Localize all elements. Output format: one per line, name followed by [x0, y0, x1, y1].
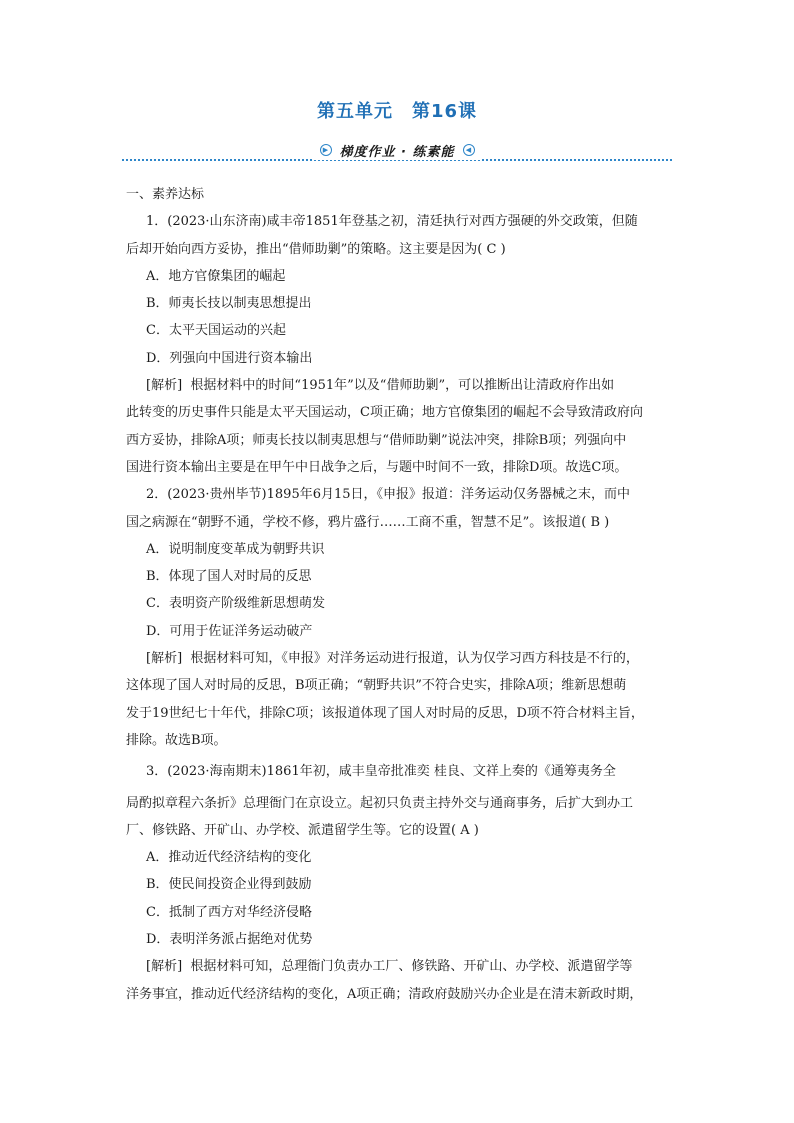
question-stem: 1．(2023·山东济南)咸丰帝1851年登基之初，清廷执行对西方强硬的外交政策，但随 [146, 214, 638, 230]
analysis-label: [解析] [146, 959, 183, 975]
analysis-line: 西方妥协，排除A项；师夷长技以制夷思想与“借师助剿”说法冲突，排除B项；列强向中 [126, 432, 627, 448]
analysis-line [126, 372, 666, 399]
option-c: C．抵制了西方对华经济侵略 [146, 904, 312, 920]
option-a: A．推动近代经济结构的变化 [146, 850, 312, 866]
banner-label: 梯度作业 · 练素能 [339, 144, 455, 160]
analysis-line [126, 645, 666, 672]
analysis-line: 排除。故选B项。 [126, 732, 227, 748]
question-stem: 2．(2023·贵州毕节)1895年6月15日，《申报》报道：洋务运动仅务器械之末，而中 [146, 487, 631, 503]
question-stem: 厂、修铁路、开矿山、办学校、派遣留学生等。它的设置( A ) [126, 822, 479, 838]
section-banner [122, 138, 672, 164]
analysis-line: 洋务事宜，推动近代经济结构的变化，A项正确；清政府鼓励兴办企业是在清末新政时期， [126, 986, 643, 1002]
option-b: B．师夷长技以制夷思想提出 [146, 296, 312, 312]
analysis-line: 此转变的历史事件只能是太平天国运动，C项正确；地方官僚集团的崛起不会导致清政府向 [126, 405, 643, 421]
option-a: A．说明制度变革成为朝野共识 [146, 541, 325, 557]
question-2 [126, 481, 666, 754]
option-d: D．可用于佐证洋务运动破产 [146, 623, 313, 639]
analysis-text: 根据材料可知，《申报》对洋务运动进行报道，认为仅学习西方科技是不行的， [190, 651, 639, 667]
analysis-line: 发于19世纪七十年代，排除C项；该报道体现了国人对时局的反思，D项不符合材料主旨， [126, 705, 644, 721]
analysis-text: 根据材料中的时间“1951年”以及“借师助剿”，可以推断出让清政府作出如 [190, 378, 615, 394]
analysis-text: 根据材料可知，总理衙门负责办工厂、修铁路、开矿山、办学校、派遣留学等 [190, 959, 633, 975]
analysis-label: [解析] [146, 651, 183, 667]
analysis-label: [解析] [146, 378, 183, 394]
option-b: B．体现了国人对时局的反思 [146, 569, 312, 585]
play-left-icon: ◀ [463, 144, 475, 156]
banner-label-box [314, 140, 480, 160]
section-heading: 一、素养达标 [126, 187, 205, 202]
option-d: D．表明洋务派占据绝对优势 [146, 932, 313, 948]
analysis-line [126, 953, 666, 980]
option-b: B．使民间投资企业得到鼓励 [146, 877, 312, 893]
question-stem: 国之病源在“朝野不通，学校不修，鸦片盛行……工商不重，智慧不足”。该报道( B ) [126, 514, 610, 530]
document-body [126, 181, 666, 1008]
option-d: D．列强向中国进行资本输出 [146, 350, 313, 366]
play-right-icon: ▶ [320, 144, 332, 156]
question-stem: 后却开始向西方妥协，推出“借师助剿”的策略。这主要是因为( C ) [126, 241, 506, 257]
analysis-line: 国进行资本输出主要是在甲午中日战争之后，与题中时间不一致，排除D项。故选C项。 [126, 459, 628, 475]
question-stem: 3．(2023·海南期末)1861年初，咸丰皇帝批准奕 桂良、文祥上奏的《通筹夷务全 [146, 764, 616, 780]
page-title: 第五单元 第16课 [316, 101, 478, 122]
question-3 [126, 758, 666, 1008]
option-c: C．太平天国运动的兴起 [146, 323, 286, 339]
option-c: C．表明资产阶级维新思想萌发 [146, 596, 325, 612]
question-1 [126, 208, 666, 481]
option-a: A．地方官僚集团的崛起 [146, 268, 286, 284]
question-stem: 局酌拟章程六条折》总理衙门在京设立。起初只负责主持外交与通商事务，后扩大到办工 [126, 795, 634, 811]
analysis-line: 这体现了国人对时局的反思，B项正确；“朝野共识”不符合史实，排除A项；维新思想萌 [126, 678, 627, 694]
